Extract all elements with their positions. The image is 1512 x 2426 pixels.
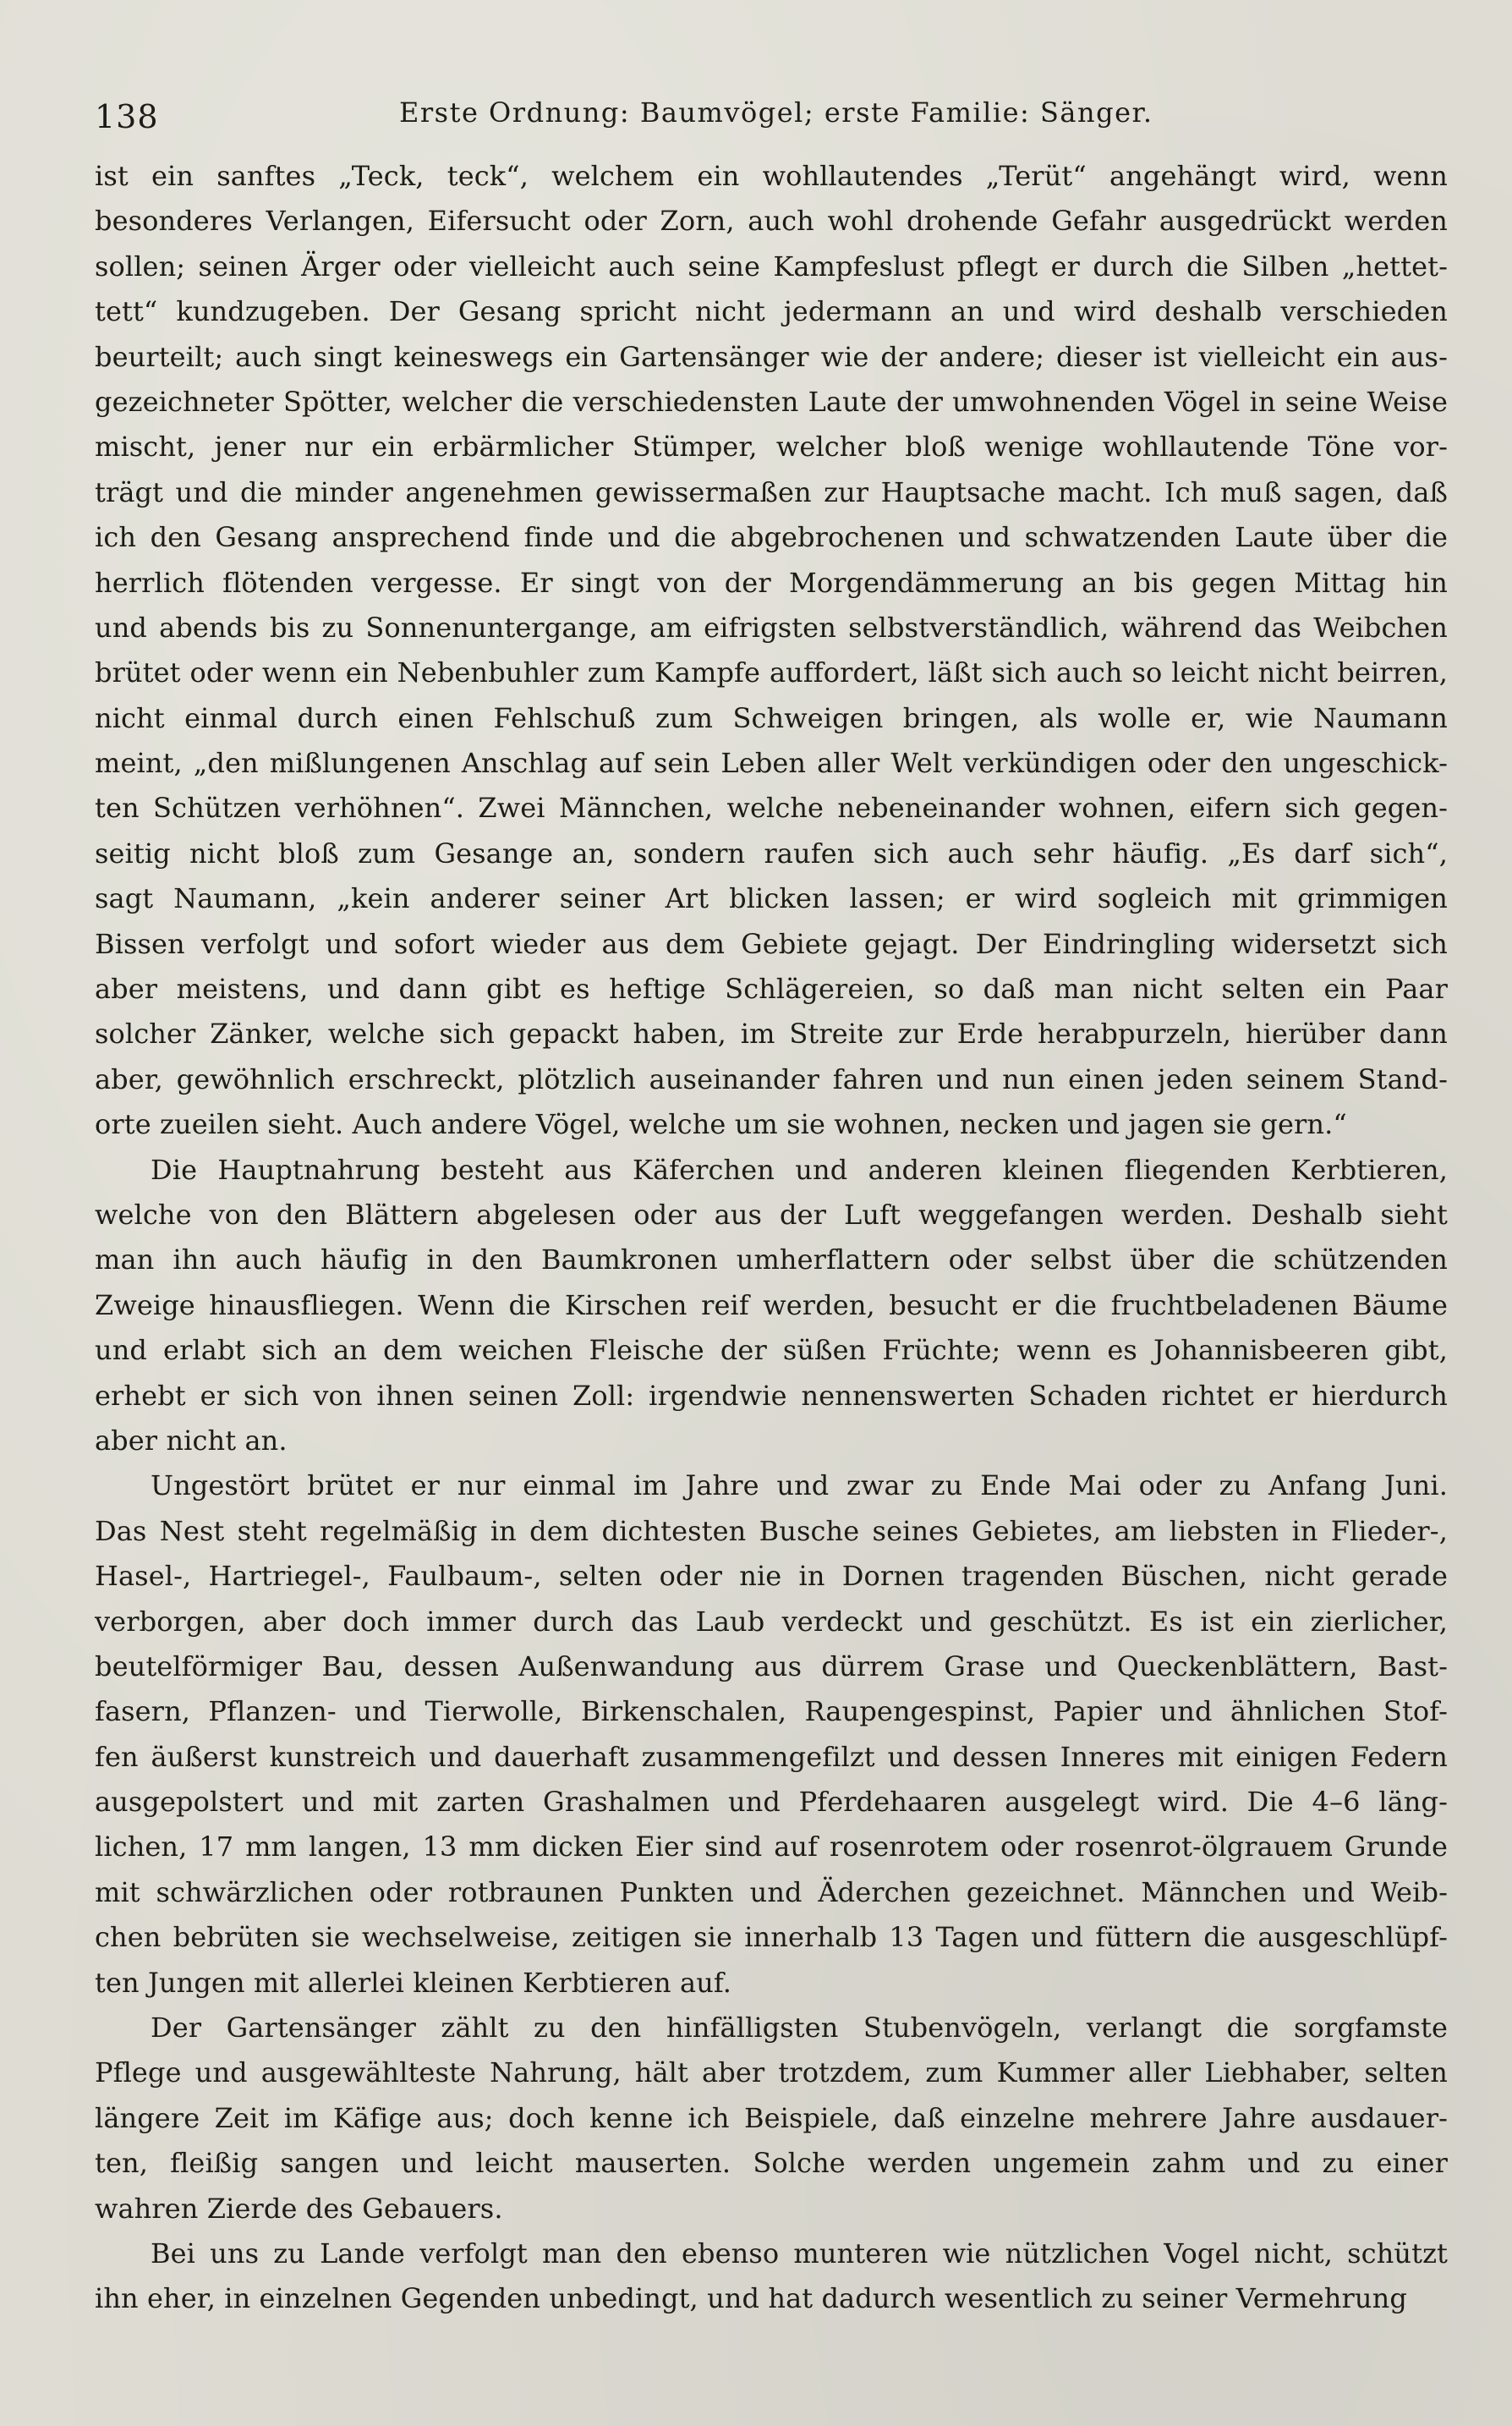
paragraph xyxy=(95,2006,1448,2231)
text-line: trägt und die minder angenehmen gewissermaßen zur Hauptsache macht. Ich muß sagen, daß xyxy=(95,475,1448,508)
text-line: tett“ kundzugeben. Der Gesang spricht nicht jedermann an und wird deshalb verschieden xyxy=(95,295,1448,328)
text-line: Bei uns zu Lande verfolgt man den ebenso munteren wie nützlichen Vogel nicht, schützt xyxy=(151,2237,1448,2270)
text-line: fasern, Pflanzen- und Tierwolle, Birkenschalen, Raupengespinst, Papier und ähnlichen Stof- xyxy=(95,1695,1448,1728)
text-line: man ihn auch häufig in den Baumkronen umherflattern oder selbst über die schützenden xyxy=(95,1243,1448,1276)
text-line: sollen; seinen Ärger oder vielleicht auch seine Kampfeslust pflegt er durch die Silben „hettet- xyxy=(95,250,1448,283)
text-line: orte zueilen sieht. Auch andere Vögel, welche um sie wohnen, necken und jagen sie gern.“ xyxy=(95,1108,1347,1141)
text-line: Ungestört brütet er nur einmal im Jahre und zwar zu Ende Mai oder zu Anfang Juni. xyxy=(151,1469,1448,1502)
text-line: nicht einmal durch einen Fehlschuß zum Schweigen bringen, als wolle er, wie Naumann xyxy=(95,701,1448,734)
paragraph xyxy=(95,1463,1448,2006)
text-line: gezeichneter Spötter, welcher die verschiedensten Laute der umwohnenden Vögel in seine Weise xyxy=(95,385,1448,418)
text-line: ten Schützen verhöhnen“. Zwei Männchen, welche nebeneinander wohnen, eifern sich gegen- xyxy=(95,792,1448,825)
text-line: Bissen verfolgt und sofort wieder aus dem Gebiete gejagt. Der Eindringling widersetzt sich xyxy=(95,927,1448,960)
text-line: aber nicht an. xyxy=(95,1424,288,1457)
body-text xyxy=(95,154,1448,2322)
text-line: sagt Naumann, „kein anderer seiner Art blicken lassen; er wird sogleich mit grimmigen xyxy=(95,882,1448,915)
text-line: beutelförmiger Bau, dessen Außenwandung aus dürrem Grase und Queckenblättern, Bast- xyxy=(95,1649,1448,1682)
text-line: aber meistens, und dann gibt es heftige Schlägereien, so daß man nicht selten ein Paar xyxy=(95,973,1448,1006)
text-line: meint, „den mißlungenen Anschlag auf sein Leben aller Welt verkündigen oder den ungeschick- xyxy=(95,747,1448,780)
text-line: seitig nicht bloß zum Gesange an, sondern raufen sich auch sehr häufig. „Es darf sich“, xyxy=(95,837,1448,870)
text-line: chen bebrüten sie wechselweise, zeitigen sie innerhalb 13 Tagen und füttern die ausgeschlüpf- xyxy=(95,1921,1448,1954)
page-number: 138 xyxy=(95,98,159,135)
text-line: ihn eher, in einzelnen Gegenden unbedingt, und hat dadurch wesentlich zu seiner Vermehrung xyxy=(95,2282,1407,2315)
text-line: ten Jungen mit allerlei kleinen Kerbtieren auf. xyxy=(95,1966,731,1999)
text-line: ten, fleißig sangen und leicht mauserten. Solche werden ungemein zahm und zu einer xyxy=(95,2147,1448,2180)
text-line: ausgepolstert und mit zarten Grashalmen und Pferdehaaren ausgelegt wird. Die 4–6 läng- xyxy=(95,1786,1448,1819)
text-line: Das Nest steht regelmäßig in dem dichtesten Busche seines Gebietes, am liebsten in Flieder-, xyxy=(95,1514,1448,1547)
text-line: beurteilt; auch singt keineswegs ein Gartensänger wie der andere; dieser ist vielleicht ein aus- xyxy=(95,340,1448,373)
text-line: Zweige hinausfliegen. Wenn die Kirschen reif werden, besucht er die fruchtbeladenen Bäume xyxy=(95,1288,1448,1321)
text-line: lichen, 17 mm langen, 13 mm dicken Eier sind auf rosenrotem oder rosenrot-ölgrauem Grunde xyxy=(95,1830,1448,1863)
text-line: Pflege und ausgewählteste Nahrung, hält aber trotzdem, zum Kummer aller Liebhaber, selten xyxy=(95,2056,1448,2089)
text-line: Hasel-, Hartriegel-, Faulbaum-, selten oder nie in Dornen tragenden Büschen, nicht gerade xyxy=(95,1560,1448,1593)
text-line: herrlich flötenden vergesse. Er singt von der Morgendämmerung an bis gegen Mittag hin xyxy=(95,566,1448,599)
text-line: aber, gewöhnlich erschreckt, plötzlich auseinander fahren und nun einen jeden seinem Stand- xyxy=(95,1062,1448,1095)
text-line: erhebt er sich von ihnen seinen Zoll: irgendwie nennenswerten Schaden richtet er hierdurch xyxy=(95,1379,1448,1412)
text-line: fen äußerst kunstreich und dauerhaft zusammengefilzt und dessen Inneres mit einigen Federn xyxy=(95,1740,1448,1773)
text-line: welche von den Blättern abgelesen oder aus der Luft weggefangen werden. Deshalb sieht xyxy=(95,1198,1448,1231)
text-line: längere Zeit im Käfige aus; doch kenne ich Beispiele, daß einzelne mehrere Jahre ausdauer- xyxy=(95,2101,1448,2134)
text-line: ich den Gesang ansprechend finde und die abgebrochenen und schwatzenden Laute über die xyxy=(95,521,1448,554)
paragraph xyxy=(95,1148,1448,1464)
text-line: wahren Zierde des Gebauers. xyxy=(95,2192,503,2225)
text-line: mischt, jener nur ein erbärmlicher Stümper, welcher bloß wenige wohllautende Töne vor- xyxy=(95,431,1448,464)
page-header xyxy=(95,85,1417,135)
text-line: brütet oder wenn ein Nebenbuhler zum Kampfe auffordert, läßt sich auch so leicht nicht beirren, xyxy=(95,656,1448,689)
paragraph xyxy=(95,154,1448,1148)
text-line: und erlabt sich an dem weichen Fleische der süßen Früchte; wenn es Johannisbeeren gibt, xyxy=(95,1334,1448,1367)
text-line: Der Gartensänger zählt zu den hinfälligsten Stubenvögeln, verlangt die sorgfamste xyxy=(151,2012,1448,2045)
text-line: ist ein sanftes „Teck, teck“, welchem ein wohllautendes „Terüt“ angehängt wird, wenn xyxy=(95,160,1448,192)
text-line: verborgen, aber doch immer durch das Laub verdeckt und geschützt. Es ist ein zierlicher, xyxy=(95,1605,1448,1638)
text-line: Die Hauptnahrung besteht aus Käferchen und anderen kleinen fliegenden Kerbtieren, xyxy=(151,1153,1448,1186)
text-line: solcher Zänker, welche sich gepackt haben, im Streite zur Erde herabpurzeln, hierüber dann xyxy=(95,1018,1448,1051)
text-line: besonderes Verlangen, Eifersucht oder Zorn, auch wohl drohende Gefahr ausgedrückt werden xyxy=(95,205,1448,238)
running-title: Erste Ordnung: Baumvögel; erste Familie: Sänger. xyxy=(399,96,1153,129)
text-line: und abends bis zu Sonnenuntergange, am eifrigsten selbstverständlich, während das Weibchen xyxy=(95,611,1448,644)
text-line: mit schwärzlichen oder rotbraunen Punkten und Äderchen gezeichnet. Männchen und Weib- xyxy=(95,1875,1448,1908)
paragraph xyxy=(95,2231,1448,2322)
